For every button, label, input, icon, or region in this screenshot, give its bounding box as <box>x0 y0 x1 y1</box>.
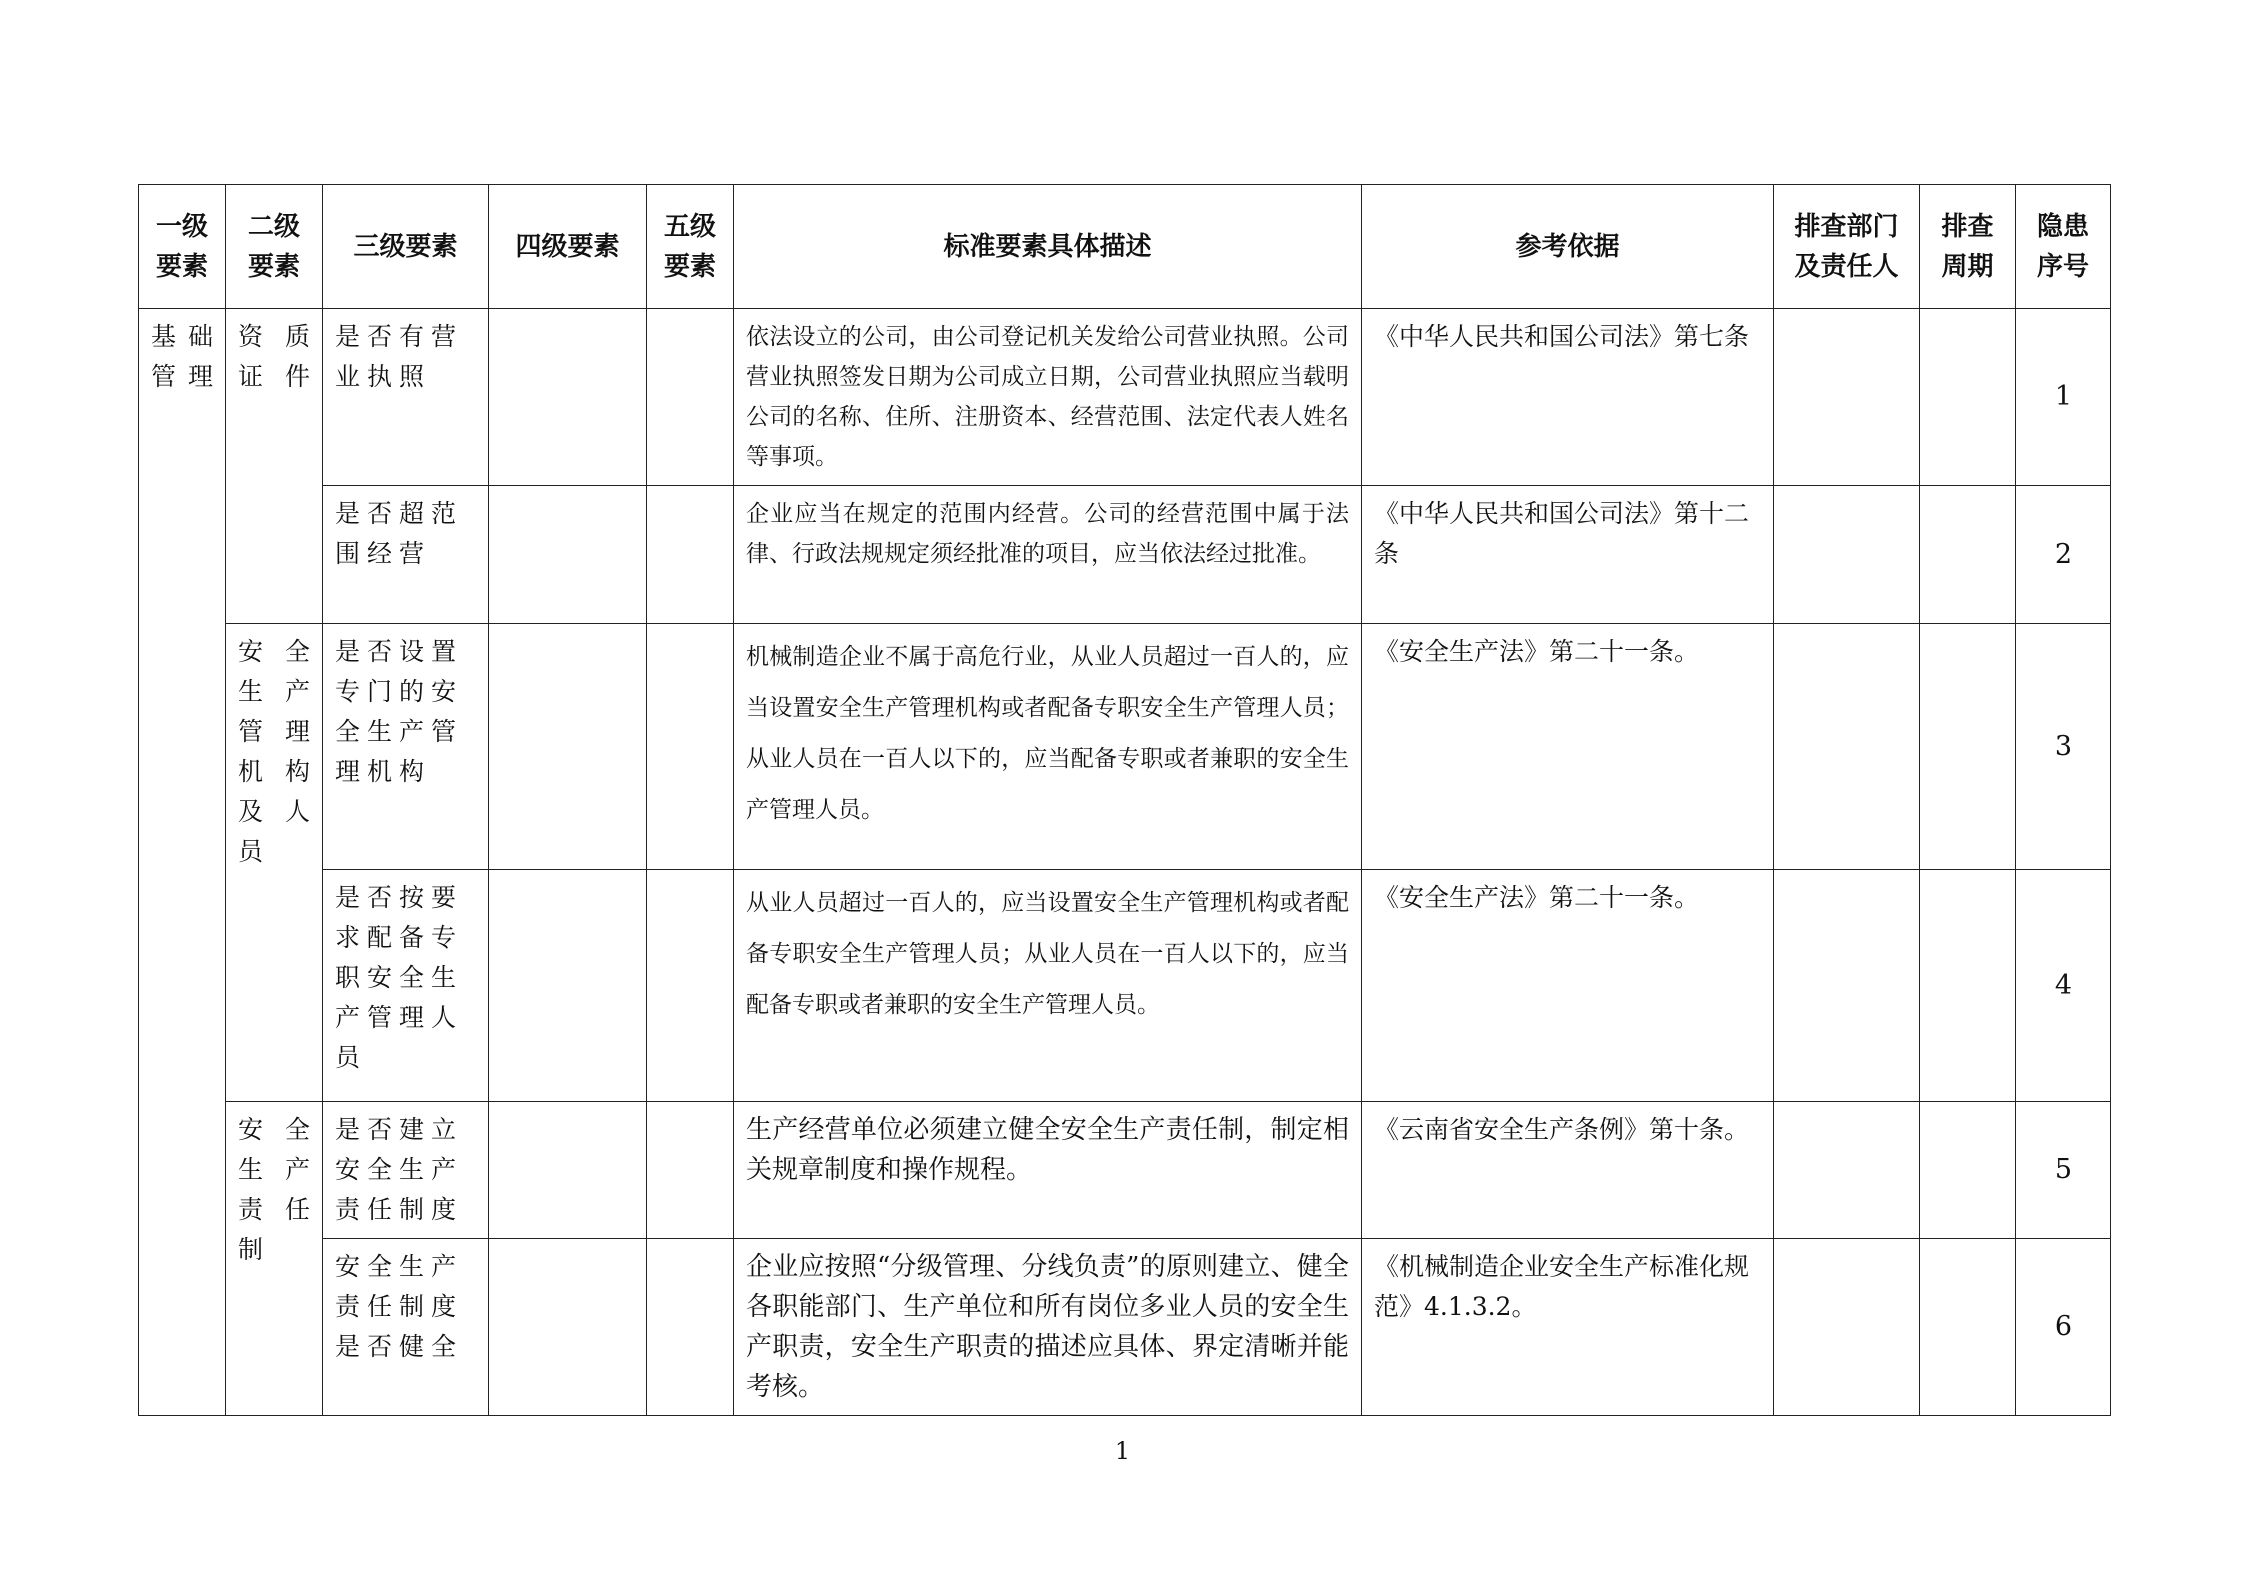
header-level2: 二级要素 <box>226 185 323 309</box>
header-level5: 五级要素 <box>647 185 734 309</box>
hazard-checklist-table <box>138 184 2111 1416</box>
reference-cell: 《云南省安全生产条例》第十条。 <box>1362 1102 1774 1239</box>
cycle-cell <box>1920 870 2016 1102</box>
level3-cell: 是否设置专门的安全生产管理机构 <box>323 624 489 870</box>
description-cell: 企业应按照“分级管理、分线负责”的原则建立、健全各职能部门、生产单位和所有岗位多业人员的安全生产职责，安全生产职责的描述应具体、界定清晰并能考核。 <box>734 1239 1362 1416</box>
level3-cell: 安全生产责任制度是否健全 <box>323 1239 489 1416</box>
cycle-cell <box>1920 309 2016 486</box>
table-row <box>139 1102 2111 1239</box>
header-department: 排查部门及责任人 <box>1774 185 1920 309</box>
level5-cell <box>647 1102 734 1239</box>
description-cell: 企业应当在规定的范围内经营。公司的经营范围中属于法律、行政法规规定须经批准的项目，应当依法经过批准。 <box>734 486 1362 624</box>
header-row <box>139 185 2111 309</box>
table-row <box>139 870 2111 1102</box>
cycle-cell <box>1920 486 2016 624</box>
header-cycle: 排查周期 <box>1920 185 2016 309</box>
department-cell <box>1774 870 1920 1102</box>
description-cell: 生产经营单位必须建立健全安全生产责任制，制定相关规章制度和操作规程。 <box>734 1102 1362 1239</box>
header-description: 标准要素具体描述 <box>734 185 1362 309</box>
hazard-no-cell: 1 <box>2016 309 2111 486</box>
header-hazard-no: 隐患序号 <box>2016 185 2111 309</box>
department-cell <box>1774 486 1920 624</box>
table-row <box>139 486 2111 624</box>
description-cell: 从业人员超过一百人的，应当设置安全生产管理机构或者配备专职安全生产管理人员；从业人员在一百人以下的，应当配备专职或者兼职的安全生产管理人员。 <box>734 870 1362 1102</box>
cycle-cell <box>1920 1239 2016 1416</box>
level5-cell <box>647 1239 734 1416</box>
hazard-no-cell: 5 <box>2016 1102 2111 1239</box>
reference-cell: 《安全生产法》第二十一条。 <box>1362 870 1774 1102</box>
level4-cell <box>489 870 647 1102</box>
page-number: 1 <box>1114 1437 1131 1465</box>
level4-cell <box>489 1102 647 1239</box>
table-row <box>139 1239 2111 1416</box>
level3-cell: 是否有营业执照 <box>323 309 489 486</box>
department-cell <box>1774 1102 1920 1239</box>
header-level4: 四级要素 <box>489 185 647 309</box>
level2-cell: 资质证件 <box>226 309 323 624</box>
level3-cell: 是否按要求配备专职安全生产管理人员 <box>323 870 489 1102</box>
header-level1: 一级要素 <box>139 185 226 309</box>
department-cell <box>1774 309 1920 486</box>
cycle-cell <box>1920 1102 2016 1239</box>
hazard-no-cell: 2 <box>2016 486 2111 624</box>
table-row <box>139 624 2111 870</box>
level3-cell: 是否超范围经营 <box>323 486 489 624</box>
cycle-cell <box>1920 624 2016 870</box>
level4-cell <box>489 486 647 624</box>
hazard-no-cell: 3 <box>2016 624 2111 870</box>
reference-cell: 《机械制造企业安全生产标准化规范》4.1.3.2。 <box>1362 1239 1774 1416</box>
department-cell <box>1774 624 1920 870</box>
header-reference: 参考依据 <box>1362 185 1774 309</box>
level4-cell <box>489 1239 647 1416</box>
level5-cell <box>647 870 734 1102</box>
department-cell <box>1774 1239 1920 1416</box>
level5-cell <box>647 309 734 486</box>
reference-cell: 《中华人民共和国公司法》第十二条 <box>1362 486 1774 624</box>
hazard-no-cell: 6 <box>2016 1239 2111 1416</box>
description-cell: 机械制造企业不属于高危行业，从业人员超过一百人的，应当设置安全生产管理机构或者配备专职安全生产管理人员；从业人员在一百人以下的，应当配备专职或者兼职的安全生产管理人员。 <box>734 624 1362 870</box>
level2-cell: 安全生产管理机构及人员 <box>226 624 323 1102</box>
level3-cell: 是否建立安全生产责任制度 <box>323 1102 489 1239</box>
level2-cell: 安全生产责任制 <box>226 1102 323 1416</box>
reference-cell: 《安全生产法》第二十一条。 <box>1362 624 1774 870</box>
level1-cell: 基础管理 <box>139 309 226 1416</box>
level4-cell <box>489 624 647 870</box>
header-level3: 三级要素 <box>323 185 489 309</box>
level5-cell <box>647 486 734 624</box>
level5-cell <box>647 624 734 870</box>
level4-cell <box>489 309 647 486</box>
table-row <box>139 309 2111 486</box>
description-cell: 依法设立的公司，由公司登记机关发给公司营业执照。公司营业执照签发日期为公司成立日期，公司营业执照应当载明公司的名称、住所、注册资本、经营范围、法定代表人姓名等事项。 <box>734 309 1362 486</box>
hazard-no-cell: 4 <box>2016 870 2111 1102</box>
reference-cell: 《中华人民共和国公司法》第七条 <box>1362 309 1774 486</box>
